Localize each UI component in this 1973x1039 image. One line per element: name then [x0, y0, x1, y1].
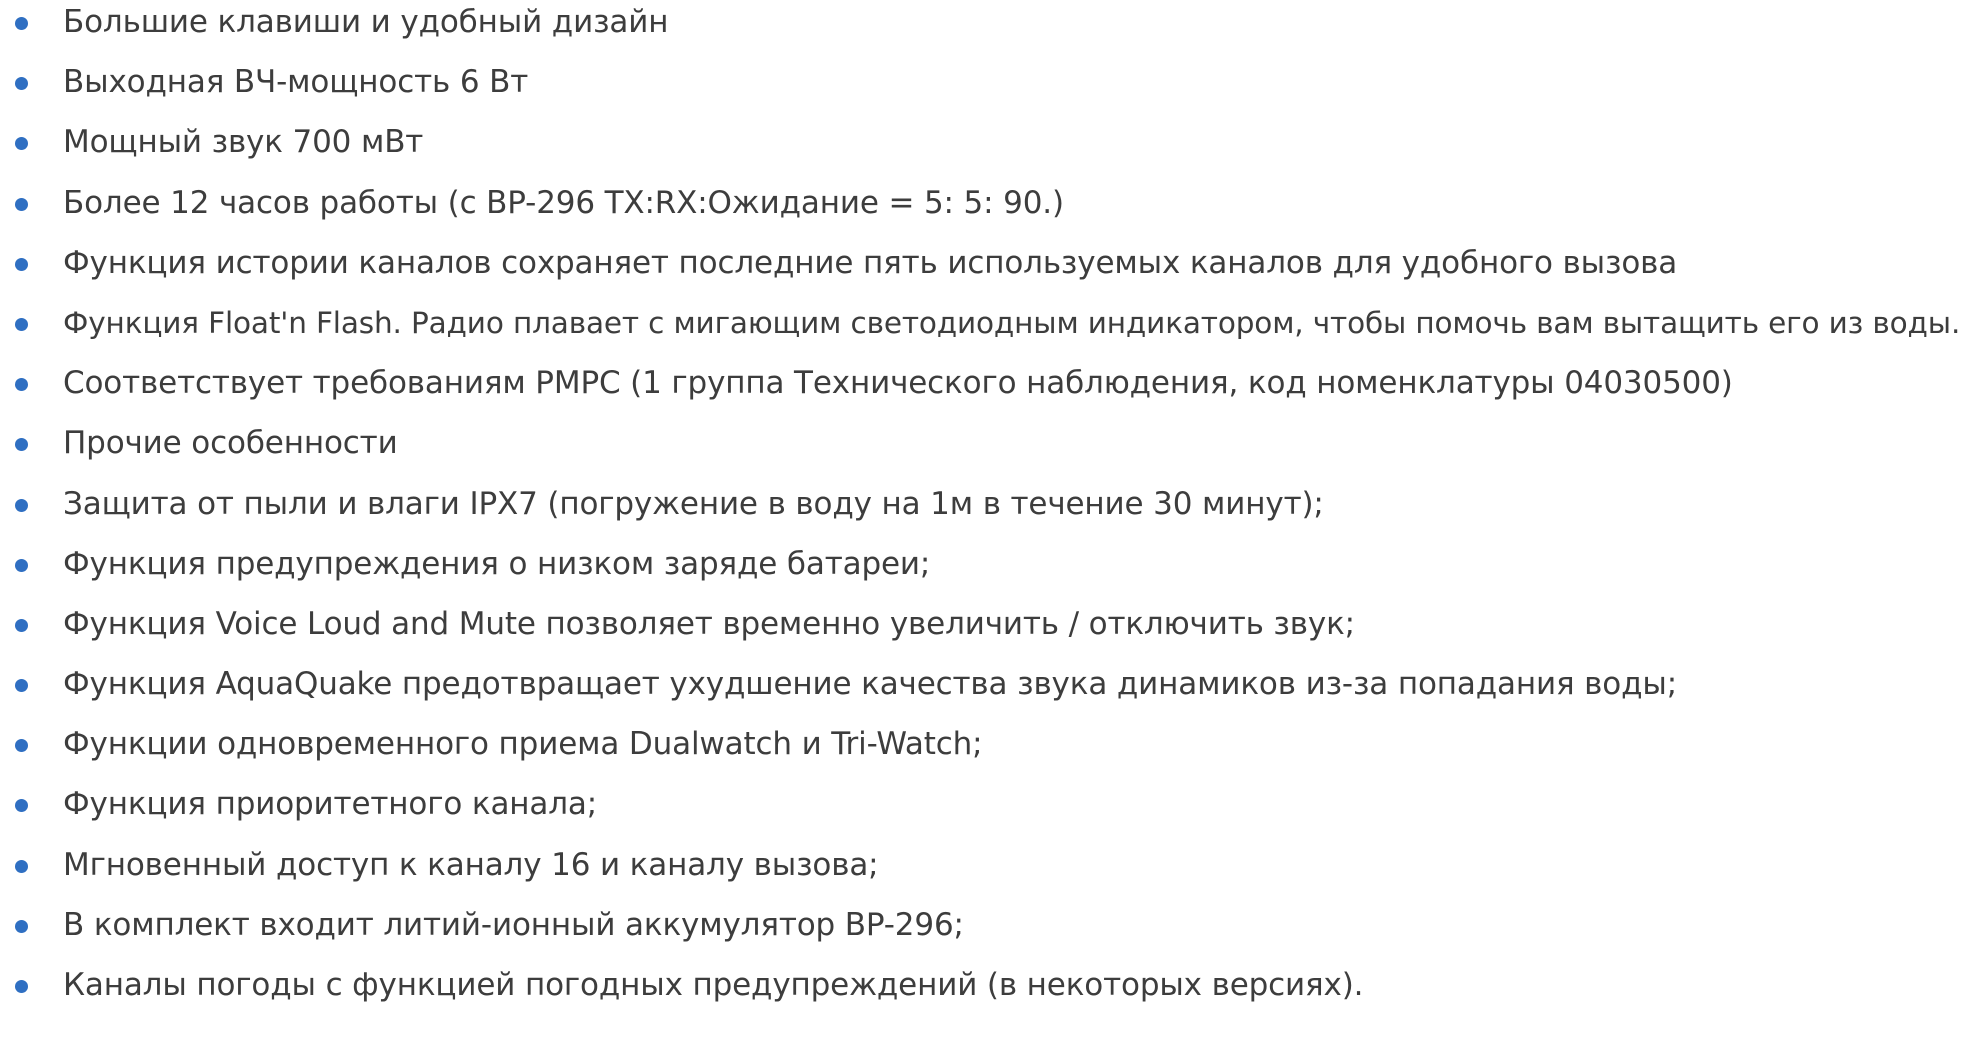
list-item [0, 604, 1973, 664]
bullet-icon [15, 438, 28, 451]
list-item-text: Выходная ВЧ-мощность 6 Вт [63, 64, 529, 101]
list-item-text: Функция предупреждения о низком заряде батареи; [63, 545, 931, 582]
bullet-icon [15, 860, 28, 873]
list-item-text: Функция приоритетного канала; [63, 786, 598, 823]
bullet-icon [15, 739, 28, 752]
list-item-text: Защита от пыли и влаги IPX7 (погружение в воду на 1м в течение 30 минут); [63, 485, 1324, 522]
bullet-icon [15, 679, 28, 692]
list-item-text: В комплект входит литий-ионный аккумулятор BP-296; [63, 906, 964, 943]
list-item [0, 122, 1973, 182]
list-item [0, 484, 1973, 544]
list-item-text: Функция истории каналов сохраняет последние пять используемых каналов для удобного вызова [63, 244, 1678, 281]
list-item [0, 183, 1973, 243]
bullet-icon [15, 980, 28, 993]
list-item-text: Функция AquaQuake предотвращает ухудшение качества звука динамиков из-за попадания воды; [63, 666, 1678, 703]
list-item [0, 664, 1973, 724]
bullet-icon [15, 799, 28, 812]
list-item [0, 243, 1973, 303]
list-item [0, 784, 1973, 844]
list-item [0, 62, 1973, 122]
list-item [0, 845, 1973, 905]
list-item [0, 423, 1973, 483]
list-item [0, 965, 1973, 1025]
bullet-icon [15, 619, 28, 632]
list-item-text: Функции одновременного приема Dualwatch и Tri-Watch; [63, 726, 983, 763]
list-item-text: Большие клавиши и удобный дизайн [63, 4, 669, 40]
list-item-text: Мгновенный доступ к каналу 16 и каналу вызова; [63, 846, 879, 883]
list-item [0, 905, 1973, 965]
list-item [0, 724, 1973, 784]
bullet-icon [15, 17, 28, 30]
bullet-icon [15, 137, 28, 150]
list-item-text: Функция Voice Loud and Mute позволяет временно увеличить / отключить звук; [63, 605, 1355, 642]
bullet-icon [15, 77, 28, 90]
bullet-icon [15, 378, 28, 391]
feature-list [0, 2, 1973, 1025]
list-item [0, 363, 1973, 423]
list-item [0, 544, 1973, 604]
list-item-text: Соответствует требованиям РМРС (1 группа Технического наблюдения, код номенклатуры 04030500) [63, 365, 1733, 402]
list-item-text: Каналы погоды с функцией погодных предупреждений (в некоторых версиях). [63, 967, 1364, 1003]
bullet-icon [15, 499, 28, 512]
bullet-icon [15, 920, 28, 933]
list-item-text: Мощный звук 700 мВт [63, 124, 424, 161]
list-item-text: Более 12 часов работы (с BP-296 TX:RX:Ожидание = 5: 5: 90.) [63, 184, 1064, 221]
list-item-text: Прочие особенности [63, 425, 398, 462]
bullet-icon [15, 198, 28, 211]
bullet-icon [15, 258, 28, 271]
bullet-icon [15, 559, 28, 572]
list-item [0, 2, 1973, 62]
list-item-text: Функция Float'n Flash. Радио плавает с мигающим светодиодным индикатором, чтобы помочь вам вытащить его из воды. [63, 305, 1961, 340]
list-item [0, 303, 1973, 363]
bullet-icon [15, 318, 28, 331]
